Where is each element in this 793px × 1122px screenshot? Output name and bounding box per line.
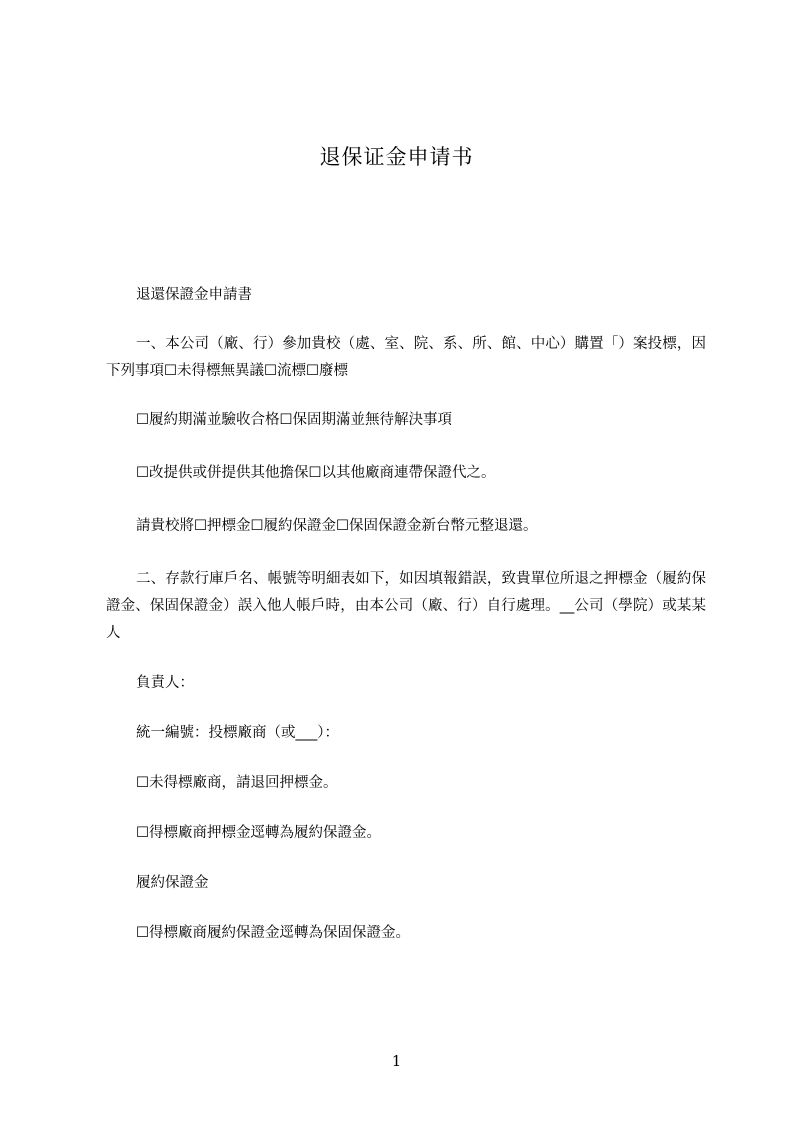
paragraph: ☐履約期滿並驗收合格☐保固期滿並無待解決事項 bbox=[136, 412, 452, 428]
document-body bbox=[106, 282, 706, 947]
paragraph: 負責人： bbox=[136, 675, 194, 691]
paragraph: 一、本公司（廠、行）參加貴校（處、室、院、系、所、館、中心）購置「）案投標，因下列事項☐未得標無異議☐流標☐廢標 bbox=[106, 336, 706, 379]
paragraph: 統一編號：投標廠商（或___）： bbox=[136, 725, 339, 741]
paragraph: 履約保證金 bbox=[136, 875, 209, 891]
page-number: 1 bbox=[391, 1052, 402, 1070]
paragraph: 請貴校將☐押標金☐履約保證金☐保固保證金新台幣元整退還。 bbox=[136, 518, 538, 534]
document-title: 退保证金申请书 bbox=[319, 145, 474, 169]
paragraph: 二、存款行庫戶名、帳號等明細表如下，如因填報錯誤，致貴單位所退之押標金（履約保證金、保固保證金）誤入他人帳戶時，由本公司（廠、行）自行處理。__公司（學院）或某某人 bbox=[106, 571, 706, 641]
paragraph: ☐改提供或併提供其他擔保☐以其他廠商連帶保證代之。 bbox=[136, 465, 496, 481]
paragraph: ☐得標廠商履約保證金逕轉為保固保證金。 bbox=[136, 925, 410, 941]
paragraph: ☐得標廠商押標金逕轉為履約保證金。 bbox=[136, 825, 381, 841]
paragraph: 退還保證金申請書 bbox=[136, 287, 252, 303]
paragraph: ☐未得標廠商，請退回押標金。 bbox=[136, 775, 338, 791]
